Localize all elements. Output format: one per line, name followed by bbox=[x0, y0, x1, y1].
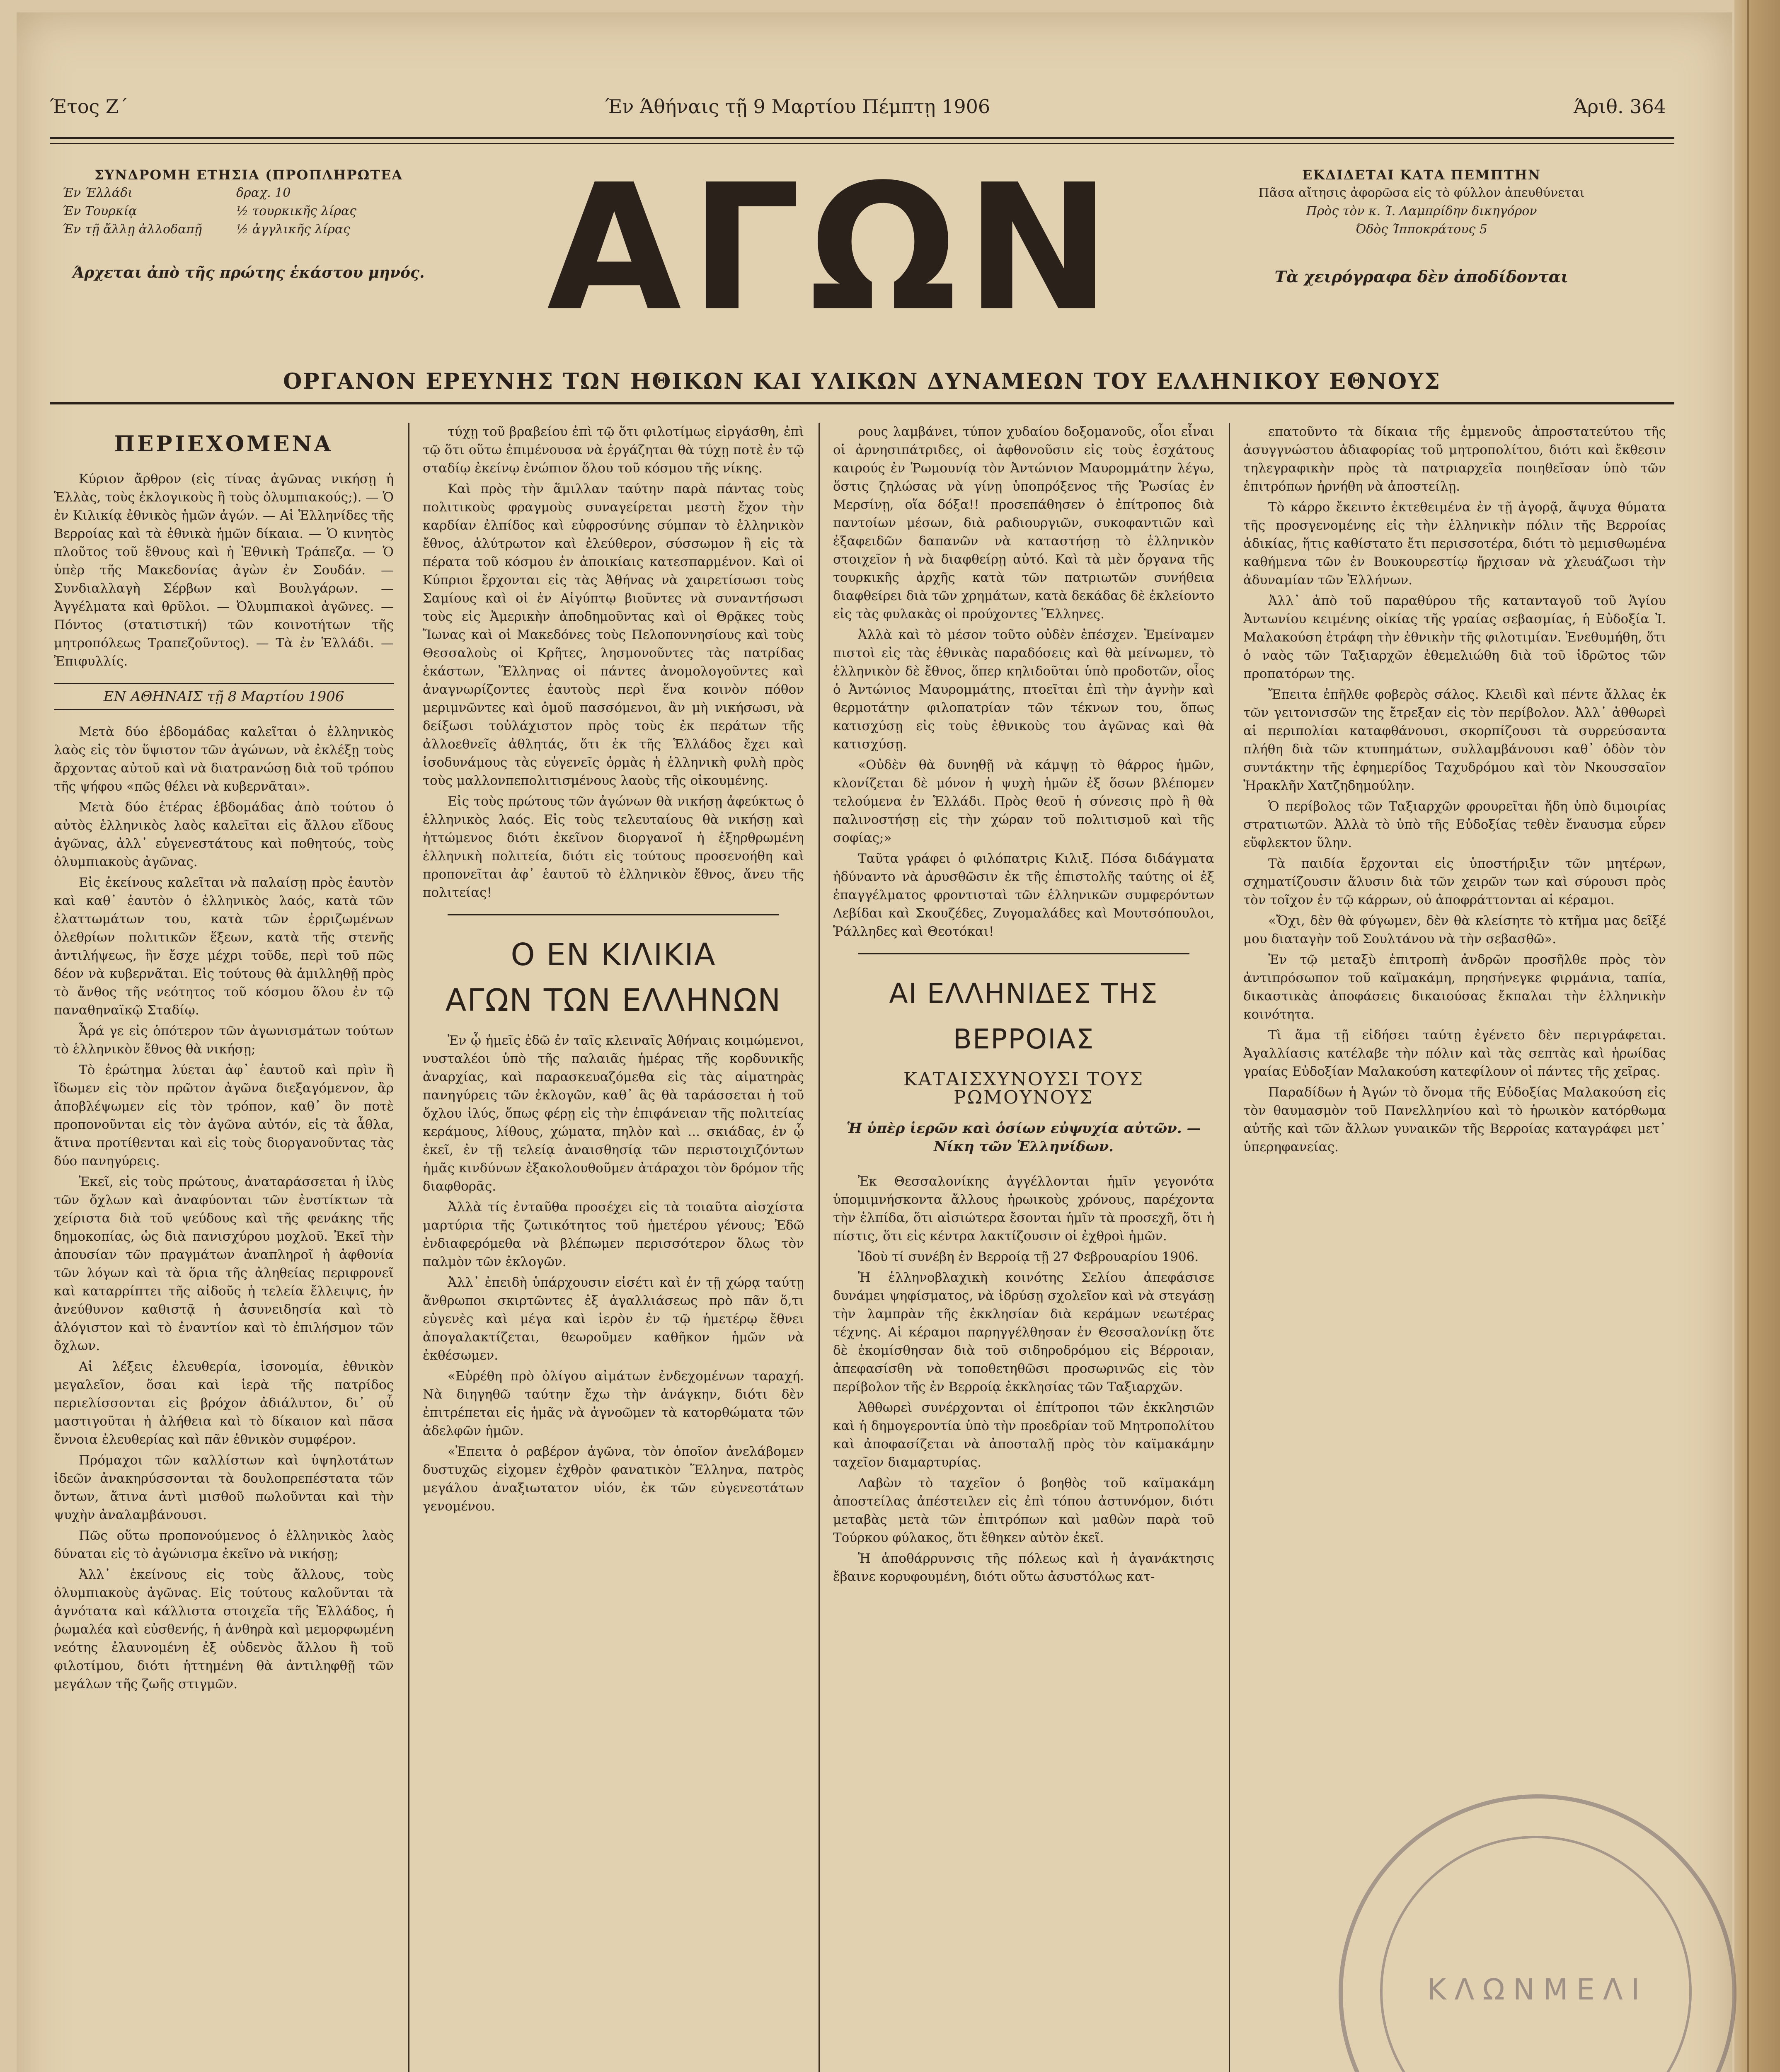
issue-number: Άριθ. 364 bbox=[1573, 95, 1666, 118]
publishing-box bbox=[1194, 166, 1649, 286]
paragraph: Πρόμαχοι τῶν καλλίστων καὶ ὑψηλοτάτων ἰδεῶν ἀνακηρύσσονται τὰ δουλοπρεπέστατα τῶν ὄντων, ἅτινα ἀντὶ μισθοῦ πωλοῦνται καὶ τὴν ψυχὴν ἀναλαμβάνουσι. bbox=[54, 1453, 394, 1523]
publishing-line: Πᾶσα αἴτησις ἀφορῶσα εἰς τὸ φύλλον ἀπευθύνεται bbox=[1258, 186, 1585, 200]
issue-dateline: Έν Άθήναις τῇ 9 Μαρτίου Πέμπτῃ 1906 bbox=[605, 95, 991, 118]
paragraph: Ἡ ἑλληνοβλαχικὴ κοινότης Σελίου ἀπεφάσισε δυνάμει ψηφίσματος, νὰ ἱδρύσῃ σχολεῖον καὶ νὰ στεγάσῃ τὴν λαμπρὰν τῆς ἐκκλησίαν διὰ κεράμων νεωτέρας τέχνης. Αἱ κέραμοι παρηγγέλθησαν ἐν Θεσσαλονίκῃ ὅτε δὲ ἐκομίσθησαν διὰ τοῦ σιδηροδρόμου εἰς Βέρροιαν, ἀπεφασίσθη νὰ τοποθετηθῶσι προσωρινῶς εἰς τὸν περίβολον τῆς ἐν Βερροίᾳ ἐκκλησίας τῶν Ταξιαρχῶν. bbox=[833, 1270, 1214, 1394]
paragraph: ρους λαμβάνει, τύπον χυδαίου δοξομανοῦς, οἷοι εἶναι οἱ ἀρνησιπάτριδες, οἱ ἀφθονοῦσιν εἰς τοὺς ἐσχάτους καιρούς ἐν Ῥωμουνίᾳ τὸν Ἀντώνιον Μαυρομμάτην λέγω, ὅστις ζηλώσας νὰ γίνῃ ὑποπρόξενος τῆς Ῥωσίας ἐν Μερσίνῃ, οἵα δόξα!! προσεπάθησεν ὁ ἐπίτροπος διὰ παντοίων μέσων, διὰ ραδιουργιῶν, συκοφαντιῶν καὶ ἐξαφειδῶν δαπανῶν νὰ καταστήσῃ τὸ ἑλληνικὸν στοιχεῖον ἡ νὰ διαφθείρῃ αὐτό. Καὶ τὰ μὲν ὄργανα τῆς τουρκικῆς ἀρχῆς κατὰ τῶν πατριωτῶν συνήθεια διαφθείρει διὰ τῶν χρημάτων, κατὰ δεκάδας δὲ ἐκλείοντο εἰς τὰς φυλακὰς οἱ προύχοντες Ἕλληνες. bbox=[833, 424, 1214, 622]
paragraph: Ἀλλὰ τίς ἐνταῦθα προσέχει εἰς τὰ τοιαῦτα αἰσχίστα μαρτύρια τῆς ζωτικότητος τοῦ ἡμετέρου γένους; Ἐδῶ ἐνδιαφερόμεθα νὰ βλέπωμεν περισσότερον ὅλως τὸν παλμὸν τῶν ἐκλογῶν. bbox=[423, 1200, 804, 1269]
newspaper-subtitle: ΟΡΓΑΝΟΝ ΕΡΕΥΝΗΣ ΤΩΝ ΗΘΙΚΩΝ ΚΑΙ ΥΛΙΚΩΝ ΔΥΝΑΜΕΩΝ ΤΟΥ ΕΛΛΗΝΙΚΟΥ ΕΘΝΟΥΣ bbox=[283, 369, 1441, 394]
subscription-row: Έν Έλλάδι δραχ. 10 bbox=[62, 186, 291, 200]
header-rule-thin bbox=[50, 143, 1674, 144]
section-divider bbox=[448, 914, 779, 915]
paragraph: Ἐκεῖ, εἰς τοὺς πρώτους, ἀναταράσσεται ἡ ἰλὺς τῶν ὄχλων καὶ ἀναφύονται τῶν ἐνστίκτων τὰ χείριστα διὰ τοῦ ψεύδους καὶ τῆς φενάκης τῆς δημοκοπίας, ὡς διὰ πανισχύρου μοχλοῦ. Ἐκεῖ τὴν ἀπουσίαν τῶν πραγμάτων ἀναπληροῖ ἡ ἀφθονία τῶν λόγων καὶ τὰ ὅρια τῆς ἀληθείας περιφρονεῖ καὶ καταρρίπτει τῆς αἰδοῦς ἡ τελεία ἔλλειψις, ἡν ἀνεύθυνον καθιστᾷ ἡ ἀσυνειδησία καὶ τὸ ἀλόγιστον καὶ τὸ ἐναντίον καὶ τὸ ἐπιλήσμον τῶν ὄχλων. bbox=[54, 1174, 394, 1353]
stamp-inner-ring bbox=[1380, 1836, 1692, 2072]
paragraph: Ἐν ᾧ ἡμεῖς ἐδῶ ἐν ταῖς κλειναῖς Ἀθήναις κοιμώμενοι, νυσταλέοι ὑπὸ τῆς παλαιᾶς ἡμέρας τῆς κορδυνικῆς ἀναρχίας, καὶ παρασκευαζόμεθα εἰς τὰς αἱματηρὰς πανηγύρεις τῶν ἐκλογῶν, καθ᾽ ἃς θὰ ταράσσεται ἡ τοῦ ὄχλου ἰλύς, ὅπως φέρῃ εἰς τὴν ἐπιφάνειαν τῆς πολιτείας κεράμους, λίθους, χώματα, πηλὸν καὶ ... σκιάδας, ἐν ᾧ ἐκεῖ, ἐν τῇ τελείᾳ ἀναισθησίᾳ τῶν περιστοιχιζόντων ἡμᾶς κινδύνων ἐξακολουθοῦμεν ἀτάραχοι τὸν δρόμον τῆς διαφθορᾶς. bbox=[423, 1033, 804, 1194]
paragraph: Ἀλλ᾽ ἀπὸ τοῦ παραθύρου τῆς κατανταγοῦ τοῦ Ἁγίου Ἀντωνίου κειμένης οἰκίας τῆς γραίας σεβασμίας, ἡ Εὐδοξία Ἰ. Μαλακούση ἐτράφη τὴν ἐθνικὴν τῆς φιλοτιμίαν. Ἐνεθυμήθη, ὅτι ὁ ναὸς τῶν Ταξιαρχῶν ἐθεμελιώθη διὰ τοῦ ἱδρῶτος τῶν προπατόρων της. bbox=[1243, 593, 1666, 681]
paragraph: «Οὐδὲν θὰ δυνηθῇ νὰ κάμψῃ τὸ θάρρος ἡμῶν, κλονίζεται δὲ μόνον ἡ ψυχὴ ἡμῶν ἐξ ὅσων βλέπομεν τελούμενα ἐν Ἑλλάδι. Πρὸς θεοῦ ἡ σύνεσις πρὸ ἢ θὰ παλινοστήσῃ εἰς τὴν χώραν τοῦ πολιτισμοῦ καὶ τῆς σοφίας;» bbox=[833, 758, 1214, 845]
newspaper-title: ΑΓΩΝ bbox=[547, 147, 1119, 350]
section-divider bbox=[858, 953, 1189, 954]
paragraph: «Εὑρέθη πρὸ ὀλίγου αἰμάτων ἐνδεχομένων ταραχή. Νὰ διηγηθῶ ταύτην ἔχω τὴν ἀνάγκην, διότι δὲν ἐπιτρέπεται εἰς ἡμᾶς νὰ ἀγνοῶμεν τὰ κατορθώματα τῶν ἀδελφῶν ἡμῶν. bbox=[423, 1369, 804, 1438]
paragraph: «Ἐπειτα ὁ ραβέρον ἀγῶνα, τὸν ὁποῖον ἀνελάβομεν δυστυχῶς εἰχομεν ἐχθρὸν φανατικὸν Ἕλληνα, πατρὸς μεγάλου ἀναξιωτατον υἱόν, ἐκ τῶν εὐγενεστάτων γενομένου. bbox=[423, 1444, 804, 1514]
subscription-box bbox=[62, 166, 435, 282]
paragraph: Αἱ λέξεις ἐλευθερία, ἰσονομία, ἐθνικὸν μεγαλεῖον, ὅσαι καὶ ἱερὰ τῆς πατρίδος περιελίσσονται εἰς βρόχον ἀδιάλυτον, δι᾽ οὗ μαστιγοῦται ἡ ἀλήθεια καὶ τὸ δίκαιον καὶ πᾶσα ἔννοια ἐλευθερίας καὶ πᾶν ἐθνικὸν συμφέρον. bbox=[54, 1359, 394, 1447]
article-headline: Ο ΕΝ ΚΙΛΙΚΙΑ ΑΓΩΝ ΤΩΝ ΕΛΛΗΝΩΝ bbox=[445, 937, 782, 1018]
subscription-heading: ΣΥΝΔΡΟΜΗ ΕΤΗΣΙΑ (ΠΡΟΠΛΗΡΩΤΕΑ bbox=[94, 167, 403, 183]
paragraph: Μετὰ δύο ἑτέρας ἑβδομάδας ἀπὸ τούτου ὁ αὐτὸς ἑλληνικὸς λαὸς καλεῖται εἰς ἄλλου εἴδους ἀγῶνας, ἀλλ᾽ εὐγενεστάτους καὶ ποθητούς, τοὺς ὀλυμπιακοὺς ἀγῶνας. bbox=[54, 800, 394, 869]
paragraph: Μετὰ δύο ἑβδομάδας καλεῖται ὁ ἑλληνικὸς λαὸς εἰς τὸν ὕψιστον τῶν ἀγώνων, νὰ ἐκλέξῃ τοὺς ἄρχοντας αὐτοῦ καὶ νὰ διατρανώσῃ διὰ τοῦ τρόπου τῆς ψήφου «πῶς θέλει νὰ κυβερνᾶται». bbox=[54, 724, 394, 794]
paragraph: Ἀθθωρεὶ συνέρχονται οἱ ἐπίτροποι τῶν ἐκκλησιῶν καὶ ἡ δημογεροντία ὑπὸ τὴν προεδρίαν τοῦ Μητροπολίτου καὶ ἀποφασίζεται νὰ ἀποσταλῇ πρὸς τὸν καϊμακάμην ταχεῖον διαμαρτυρίας. bbox=[833, 1400, 1214, 1470]
column-rule bbox=[819, 423, 820, 2072]
paragraph: τύχῃ τοῦ βραβείου ἐπὶ τῷ ὅτι φιλοτίμως εἰργάσθη, ἐπὶ τῷ ὅτι οὕτω ἐπιμένουσα νὰ ἐργάζηται θὰ τύχῃ ποτὲ ἐν τῷ σταδίῳ ἐκείνῳ ἐνώπιον ὅλου τοῦ κόσμου τῆς νίκης. bbox=[423, 424, 804, 476]
paragraph: Ἐκ Θεσσαλονίκης ἀγγέλλονται ἡμῖν γεγονότα ὑπομιμνήσκοντα ἄλλους ἡρωικοὺς χρόνους, παρέχοντα τὴν ἐλπίδα, ὅτι αἰσιώτερα ἔσονται ἡμῖν τὰ προσεχῆ, ὅτι ἡ πίστις, ὅτι εἰς κέντρα λακτίζουσιν οἱ ἐχθροὶ ἡμῶν. bbox=[833, 1174, 1214, 1244]
paragraph: Εἰς τοὺς πρώτους τῶν ἀγώνων θὰ νικήσῃ ἀφεύκτως ὁ ἑλληνικὸς λαός. Εἰς τοὺς τελευταίους θὰ νικήσῃ καὶ ἡττώμενος διότι ἐκεῖνον διοργανοῖ ἡ ἐξηρθρωμένη ἑλληνικὴ πολιτεία, διότι εἰς τούτους προσενοήθη καὶ προπονεῖται ἀφ᾽ ἑαυτοῦ τὸ ἑλληνικὸν ἔθνος, ἄνευ τῆς πολιτείας! bbox=[423, 794, 804, 900]
binding-edge bbox=[1734, 0, 1780, 2072]
contents-text: Κύριον ἄρθρον (εἰς τίνας ἀγῶνας νικήσῃ ἡ Ἑλλὰς, τοὺς ἐκλογικοὺς ἢ τοὺς ὀλυμπιακούς;). — Ὁ ἐν Κιλικίᾳ ἐθνικὸς ἡμῶν ἀγών. — Αἱ Ἑλληνίδες τῆς Βερροίας καὶ τὰ ἐθνικὰ ἡμῶν δίκαια. — Ὁ κινητὸς πλοῦτος τοῦ ἔθνους καὶ ἡ Ἐθνικὴ Τράπεζα. — Ὁ ὑπὲρ τῆς Μακεδονίας ἀγὼν ἐν Σουδάν. — Συνδιαλλαγὴ Σέρβων καὶ Βουλγάρων. — Ἀγγέλματα καὶ θρῦλοι. — Ὀλυμπιακοὶ ἀγῶνες. — Πόντος (στατιστική) τῶν κοινοτήτων τῆς μητροπόλεως Τραπεζοῦντος). — Τὰ ἐν Ἑλλάδι. — Ἐπιφυλλίς. bbox=[54, 472, 394, 669]
subscription-row: Έν Τουρκίᾳ ½ τουρκικῆς λίρας bbox=[62, 204, 357, 218]
header-rule bbox=[50, 137, 1674, 139]
paragraph: Καὶ πρὸς τὴν ἅμιλλαν ταύτην παρὰ πάντας τοὺς πολιτικοὺς φραγμοὺς συναγείρεται μεστὴ ἔχον τὴν καρδίαν ἐλπίδος καὶ εὐφροσύνης σύμπαν τὸ ἑλληνικὸν ἔθνος, ἀλύτρωτον καὶ ἐλεύθερον, σύσσωμον ἢ εἰς τὰ πέρατα τοῦ κόσμου ἐν ἀποικίαις κατεσπαρμένον. Καὶ οἱ Κύπριοι ἔρχονται εἰς τὰς Ἀθήνας νὰ χαιρετίσωσι τοὺς Σαμίους καὶ οἱ ἐν Αἰγύπτῳ βιοῦντες νὰ συναντήσωσι τοὺς εἰς Ἀμερικὴν ἀποδημοῦντας καὶ οἱ Θρᾷκες τοὺς Ἴωνας καὶ οἱ Μακεδόνες τοὺς Πελοποννησίους καὶ τοὺς Θεσσαλοὺς οἱ Κρῆτες, λησμονοῦντες τὰς πατρίδας ἑκάστων, Ἕλληνας οἱ πάντες ἀνομολογοῦντες καὶ ἀναγνωρίζοντες ἑαυτοὺς περὶ ἕνα κοινὸν πόθον μεριμνῶντες καὶ ὁμοῦ πασσόμενοι, ἂν μὴ νικήσωσι, νὰ δείξωσι τοὐλάχιστον πρὸς τοὺς ἐκ περάτων τῆς ἀλλοεθνεῖς ἀθλητάς, ὅτι ἐκ τῆς Ἑλλάδος ἔχει καὶ ἰσοδυνάμους τὰς εὐγενεῖς ὁρμὰς ἡ ἑλληνικὴ φυλὴ πρὸς τοὺς μαλλονπεπολιτισμένους λαοὺς τῆς οἰκουμένης. bbox=[423, 482, 804, 788]
manuscripts-note: Τὰ χειρόγραφα δὲν ἀποδίδονται bbox=[1274, 267, 1569, 286]
subscription-note: Άρχεται ἀπὸ τῆς πρώτης ἑκάστου μηνός. bbox=[73, 264, 425, 281]
publishing-address: Πρὸς τὸν κ. Ί. Λαμπρίδην δικηγόρον bbox=[1306, 204, 1537, 218]
article-headline: ΑΙ ΕΛΛΗΝΙΔΕΣ ΤΗΣ ΒΕΡΡΟΙΑΣ bbox=[889, 978, 1158, 1055]
paragraph: Ἡ ἀποθάρρυνσις τῆς πόλεως καὶ ἡ ἀγανάκτησις ἔβαινε κορυφουμένη, διότι οὕτω ἀσυστόλως κατ- bbox=[833, 1551, 1214, 1584]
paragraph: Ἀλλ᾽ ἐπειδὴ ὑπάρχουσιν εἰσέτι καὶ ἐν τῇ χώρᾳ ταύτῃ ἄνθρωποι σκιρτῶντες ἐξ ἀγαλλιάσεως πρὸ πᾶν ὅ,τι εὐγενὲς καὶ μέγα καὶ ἱερὸν ἐν τῷ ἡμετέρῳ ἔθνει ἀπογαλακτίζεται, θεωροῦμεν καθῆκον ἡμῶν νὰ ἐκθέσωμεν. bbox=[423, 1275, 804, 1363]
paragraph: Τὰ παιδία ἔρχονται εἰς ὑποστήριξιν τῶν μητέρων, σχηματίζουσιν ἅλυσιν διὰ τῶν χειρῶν των καὶ σύρουσι πρὸς τὸν τοῖχον ἐν τῷ κάρρων, οὐ ἀποφράττονται αἱ κέραμοι. bbox=[1243, 856, 1666, 908]
paragraph: Πῶς οὕτω προπονούμενος ὁ ἑλληνικὸς λαὸς δύναται εἰς τὸ ἀγώνισμα ἐκεῖνο νὰ νικήσῃ; bbox=[54, 1528, 394, 1561]
paragraph: Ἆρά γε εἰς ὁπότερον τῶν ἀγωνισμάτων τούτων τὸ ἑλληνικὸν ἔθνος θὰ νικήσῃ; bbox=[54, 1024, 394, 1057]
paragraph: επατοῦντο τὰ δίκαια τῆς ἐμμενοῦς ἀπροστατεύτου τῆς ἀσυγγνώστου ἀδιαφορίας τοῦ μητροπολίτου, διότι καὶ ἔκθεσιν τηλεγραφικὴν πρὸς τὰ πατριαρχεῖα ποιηθεῖσαν ὑπὸ τῶν ἐπιτρόπων ἠρνήθη νὰ ἀποστείλῃ. bbox=[1243, 424, 1666, 494]
paragraph: Ὁ περίβολος τῶν Ταξιαρχῶν φρουρεῖται ἤδη ὑπὸ διμοιρίας στρατιωτῶν. Ἀλλὰ τὸ ὑπὸ τῆς Εὐδοξίας τεθὲν ἔναυσμα εὗρεν εὔφλεκτον ὕλην. bbox=[1243, 799, 1666, 850]
paragraph: «Ὄχι, δὲν θὰ φύγωμεν, δὲν θὰ κλείσητε τὸ κτῆμα μας δεῖξέ μου διαταγὴν τοῦ Σουλτάνου νὰ τὴν σεβασθῶ». bbox=[1243, 913, 1666, 946]
paragraph: Ἀλλ᾽ ἐκείνους εἰς τοὺς ἄλλους, τοὺς ὀλυμπιακοὺς ἀγῶνας. Εἰς τούτους καλοῦνται τὰ ἁγνότατα καὶ κάλλιστα στοιχεῖα τῆς Ἑλλάδος, ἡ ῥωμαλέα καὶ εὐσθενής, ἡ ἀνθηρὰ καὶ μεμορφωμένη νεότης ἐλαυνομένη ἐξ οὐδενὸς ἄλλου ἢ τοῦ φιλοτίμου, διότι ἡττημένη θὰ ἀντιληφθῇ τῶν μεγάλων τῆς ζωῆς στιγμῶν. bbox=[54, 1567, 394, 1692]
paragraph: Τὸ ἐρώτημα λύεται ἀφ᾽ ἑαυτοῦ καὶ πρὶν ἢ ἴδωμεν εἰς τὸν πρῶτον ἀγῶνα διεξαγόμενον, ἂρ ἀποβλέψωμεν εἰς τὸν τρόπον, καθ᾽ ὃν ποτὲ προπονοῦνται εἰς τὸν ἀγῶνα αὐτόν, εἰς τὰ ἆθλα, ἅτινα προτίθενται καὶ εἰς τοὺς διοργανοῦντας τὰς δύο πανηγύρεις. bbox=[54, 1063, 394, 1169]
paragraph: Παραδίδων ἡ Ἀγών τὸ ὄνομα τῆς Εὐδοξίας Μαλακούση εἰς τὸν θαυμασμὸν τοῦ Πανελληνίου καὶ τὸ ἡρωικὸν κατόρθωμα αὐτῆς καὶ τῶν ἄλλων γυναικῶν τῆς Βερροίας καταγράφει μετ᾽ ὑπερηφανείας. bbox=[1243, 1085, 1666, 1155]
stamp-text: ΚΛΩΝΜΕΛΙ bbox=[1427, 1973, 1648, 2007]
paragraph: Τὸ κάρρο ἔκειντο ἐκτεθειμένα ἐν τῇ ἀγορᾷ, ἄψυχα θύματα τῆς προσγενομένης εἰς τὴν ἑλληνικὴν πόλιν τῆς Βερροίας ἀδικίας, ἥτις καθίστατο ἔτι περισσοτέρα, διότι τὸ μεμισθωμένα καθήμενα τῶν ἐν Βουκουρεστίῳ ἤρχισαν νὰ χλευάζωσι τὴν ἀδυναμίαν τῶν Ἑλλήνων. bbox=[1243, 500, 1666, 588]
editorial-dateline: ΕΝ ΑΘΗΝΑΙΣ τῇ 8 Μαρτίου 1906 bbox=[54, 683, 394, 710]
masthead-rule bbox=[50, 402, 1674, 404]
paragraph: Εἰς ἐκείνους καλεῖται νὰ παλαίσῃ πρὸς ἑαυτὸν καὶ καθ᾽ ἑαυτὸν ὁ ἑλληνικὸς λαός, κατὰ τῶν ἐλαττωμάτων του, κατὰ τῶν ἐρριζωμένων ὀλεθρίων πολιτικῶν ἕξεων, κατὰ τῆς στενῆς ἀντιλήψεως, ἣν ἔσχε μέχρι τοῦδε, περὶ τοῦ πῶς δέον νὰ κυβερνᾶται. Εἰς τούτους θὰ ἁμιλληθῇ πρὸς τὸ ἄνθος τῆς νεότητος τοῦ κόσμου ὅλου ἐν τῷ παναθηναϊκῷ Σταδίῳ. bbox=[54, 875, 394, 1018]
column-1 bbox=[54, 423, 394, 1696]
publishing-street: Όδὸς Ίπποκράτους 5 bbox=[1356, 222, 1487, 237]
column-4 bbox=[1243, 423, 1666, 1159]
column-3 bbox=[833, 423, 1214, 1588]
article-deck: Ἡ ὑπὲρ ἱερῶν καὶ ὁσίων εὐψυχία αὐτῶν. — Νίκη τῶν Ἑλληνίδων. bbox=[846, 1120, 1201, 1155]
column-rule bbox=[1229, 423, 1230, 2072]
column-rule bbox=[408, 423, 409, 2072]
paragraph: Ἰδοὺ τί συνέβη ἐν Βερροίᾳ τῇ 27 Φεβρουαρίου 1906. bbox=[858, 1249, 1199, 1264]
contents-heading: ΠΕΡΙΕΧΟΜΕΝΑ bbox=[114, 431, 334, 457]
paragraph: Τὶ ἅμα τῇ εἰδήσει ταύτῃ ἐγένετο δὲν περιγράφεται. Ἀγαλλίασις κατέλαβε τὴν πόλιν καὶ τὰς σεπτὰς καὶ ἡρωίδας γραίας Εὐδοξίαν Μαλακούση κατεφίλουν οἱ πάντες τῆς χεῖρας. bbox=[1243, 1028, 1666, 1079]
column-2 bbox=[423, 423, 804, 1518]
article-subheadline: ΚΑΤΑΙΣΧΥΝΟΥΣΙ ΤΟΥΣ ΡΩΜΟΥΝΟΥΣ bbox=[903, 1069, 1144, 1108]
paragraph: Ἐν τῷ μεταξὺ ἐπιτροπὴ ἀνδρῶν προσῆλθε πρὸς τὸν ἀντιπρόσωπον τοῦ καϊμακάμη, πρησήνεγκε φιρμάνια, ταπία, δικαστικὰς ἀποφάσεις δικαιούσας ἔκπαλαι τὴν ἑλληνικὴν κοινότητα. bbox=[1243, 952, 1666, 1022]
publishing-heading: ΕΚΔΙΔΕΤΑΙ ΚΑΤΑ ΠΕΜΠΤΗΝ bbox=[1302, 167, 1541, 183]
paragraph: Ἀλλὰ καὶ τὸ μέσον τοῦτο οὐδὲν ἐπέσχεν. Ἐμείναμεν πιστοὶ εἰς τὰς ἐθνικὰς παραδόσεις καὶ θὰ μείνωμεν, τὸ ἑλληνικὸν δὲ ἔθνος, ὅπερ κηλιδοῦται ὑπὸ προδοτῶν, οἷος ὁ Ἀντώνιος Μαυρομμάτης, πτοεῖται ἐπὶ τὴν ἁγνὴν καὶ θερμοτάτην φιλοπατρίαν τῶν τέκνων του, ὅπως κατισχύσῃ εἰς τοὺς ἐθνικοὺς του ἀγῶνας καὶ θὰ κατισχύσῃ. bbox=[833, 627, 1214, 752]
subscription-row: Έν τῇ ἄλλῃ ἀλλοδαπῇ ½ ἀγγλικῆς λίρας bbox=[62, 222, 350, 237]
paragraph: Ἔπειτα ἐπῆλθε φοβερὸς σάλος. Κλειδὶ καὶ πέντε ἄλλας ἐκ τῶν γειτονισσῶν της ἔτρεξαν εἰς τὸν περίβολον. Ἀλλ᾽ ἀθθωρεὶ αἱ περιπολίαι καταφθάνουσι, σκορπίζουσι τὰ συρρεύσαντα πλήθη διὰ τῶν κτυπημάτων, συλλαμβάνουσι καθ᾽ ὁδὸν τὸν συντάκτην τῆς ἐφημερίδος Ταχυδρόμου καὶ τὸν Νκουσσαῖον Ἠρακλῆν Χατζηδημούλην. bbox=[1243, 687, 1666, 793]
paragraph: Λαβὼν τὸ ταχεῖον ὁ βοηθὸς τοῦ καϊμακάμη ἀποστείλας ἀπέστειλεν εἰς ἐπὶ τόπου ἀστυνόμον, διότι μεταβὰς μετὰ τῶν ἐπιτρόπων καὶ μαθὼν παρὰ τοῦ Τούρκου φύλακος, ὅτι ἔθηκεν αὐτὸν ἐκεῖ. bbox=[833, 1476, 1214, 1545]
year-label: Έτος Ζ΄ bbox=[50, 95, 128, 118]
paragraph: Ταῦτα γράφει ὁ φιλόπατρις Κιλιξ. Πόσα διδάγματα ἠδύναντο νὰ ἀρυσθῶσιν ἐκ τῆς ἐπιστολῆς ταύτης οἱ ἐξ ἐπαγγέλματος φροντισταὶ τῶν ἑλληνικῶν συμφερόντων Λεβίδαι καὶ Σκουζέδες, Ζυγομαλάδες καὶ Μουτσόπουλοι, Ῥάλληδες καὶ Θεοτόκαι! bbox=[833, 851, 1214, 939]
